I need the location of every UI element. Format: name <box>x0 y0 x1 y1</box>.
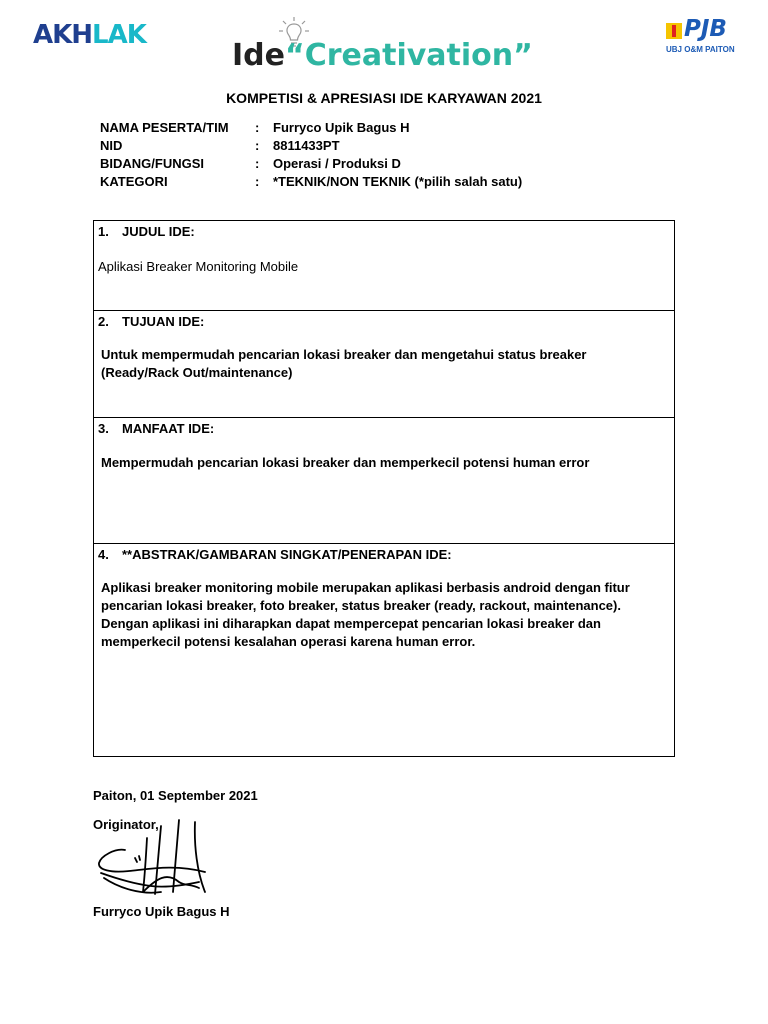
info-value: Furryco Upik Bagus H <box>273 120 410 135</box>
info-value: Operasi / Produksi D <box>273 156 401 171</box>
info-colon: : <box>255 138 260 153</box>
section-body <box>98 258 658 276</box>
section-manfaat <box>94 418 674 544</box>
place-date: Paiton, 01 September 2021 <box>93 788 258 803</box>
section-line: Aplikasi Breaker Monitoring Mobile <box>98 259 299 274</box>
pjb-logo-name: PJB <box>684 16 727 42</box>
section-number: 4. <box>98 547 109 562</box>
info-value: 8811433PT <box>273 138 340 153</box>
page-heading: KOMPETISI & APRESIASI IDE KARYAWAN 2021 <box>226 90 542 106</box>
info-label: NAMA PESERTA/TIM <box>100 120 229 135</box>
info-label: KATEGORI <box>100 174 168 189</box>
title-creativation: “Creativation” <box>284 38 533 73</box>
pjb-logo-sub: UBJ O&M PAITON <box>666 45 735 54</box>
section-heading <box>98 224 195 239</box>
brand-title <box>232 38 533 73</box>
akhlak-logo-ak: AKH <box>33 20 93 50</box>
section-heading <box>98 314 204 329</box>
section-line: Dengan aplikasi ini diharapkan dapat mempercepat pencarian lokasi breaker dan <box>101 616 601 631</box>
info-label: BIDANG/FUNGSI <box>100 156 204 171</box>
section-body <box>101 346 661 382</box>
title-ide: Ide <box>232 38 285 73</box>
section-title: JUDUL IDE: <box>122 224 195 239</box>
akhlak-logo-lak: LAK <box>92 20 146 50</box>
info-colon: : <box>255 120 260 135</box>
section-title: TUJUAN IDE: <box>122 314 205 329</box>
section-line: (Ready/Rack Out/maintenance) <box>101 365 293 380</box>
section-title: MANFAAT IDE: <box>122 421 215 436</box>
section-number: 1. <box>98 224 109 239</box>
originator-label: Originator, <box>93 817 159 832</box>
section-heading <box>98 547 452 562</box>
section-body <box>101 454 661 472</box>
section-judul <box>94 221 674 311</box>
pjb-logo <box>666 16 740 56</box>
section-line: Untuk mempermudah pencarian lokasi breaker dan mengetahui status breaker <box>101 347 587 362</box>
info-colon: : <box>255 174 260 189</box>
section-abstrak <box>94 544 674 757</box>
signature-image <box>95 818 210 896</box>
section-line: Aplikasi breaker monitoring mobile merupakan aplikasi berbasis android dengan fitur <box>101 580 630 595</box>
info-label: NID <box>100 138 123 153</box>
section-tujuan <box>94 311 674 418</box>
section-number: 2. <box>98 314 109 329</box>
info-colon: : <box>255 156 260 171</box>
originator-name: Furryco Upik Bagus H <box>93 904 230 919</box>
section-line: memperkecil potensi kesalahan operasi karena human error. <box>101 634 476 649</box>
section-heading <box>98 421 214 436</box>
section-number: 3. <box>98 421 109 436</box>
akhlak-logo <box>33 20 146 50</box>
section-line: pencarian lokasi breaker, foto breaker, status breaker (ready, rackout, maintenance). <box>101 598 621 613</box>
pjb-mark-icon <box>666 23 682 39</box>
section-title: **ABSTRAK/GAMBARAN SINGKAT/PENERAPAN IDE: <box>122 547 452 562</box>
idea-form <box>93 220 675 757</box>
section-line: Mempermudah pencarian lokasi breaker dan memperkecil potensi human error <box>101 455 590 470</box>
section-body <box>101 579 661 651</box>
info-value: *TEKNIK/NON TEKNIK (*pilih salah satu) <box>273 174 523 189</box>
